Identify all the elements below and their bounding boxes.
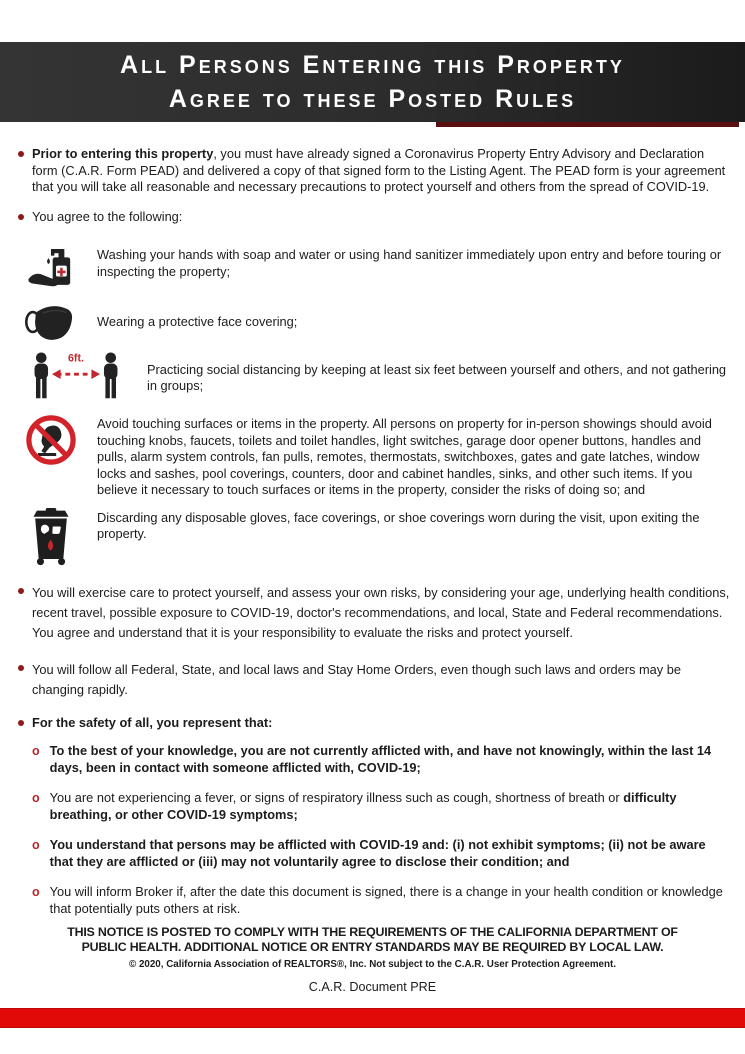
bullet-dot: [18, 720, 24, 726]
safety-item-knowledge: [32, 743, 731, 776]
safety-item-inform-broker: [32, 884, 731, 917]
intro-bullet-text: [32, 146, 731, 196]
hand-sanitizer-icon: [22, 245, 80, 293]
safety-item-text: To the best of your knowledge, you are not currently afflicted with, and have not knowingly, within the last 14 days, been in contact with someone afflicted with, COVID-19;: [49, 743, 712, 775]
bottom-red-bar: [0, 1008, 745, 1028]
no-touching-icon: [22, 414, 80, 466]
safety-item-afflicted-persons: [32, 837, 731, 870]
poster-title-line1: All Persons Entering this Property: [120, 51, 625, 79]
intro-bullet-you-agree: [16, 209, 731, 226]
document-id: C.A.R. Document PRE: [308, 980, 437, 995]
safety-heading-bullet: [16, 715, 731, 732]
rule-text: Discarding any disposable gloves, face coverings, or shoe coverings worn during the visit, upon exiting the property.: [97, 509, 700, 541]
safety-item-text-bold: difficulty breathing, or other COVID-19 symptoms;: [49, 790, 677, 822]
waste-bin-icon: [22, 508, 80, 566]
sub-bullet-marker: o: [32, 791, 40, 805]
safety-item-text: You will inform Broker if, after the date this document is signed, there is a change in your health condition or knowledge that potentially puts others at risk.: [49, 884, 723, 916]
compliance-notice: THIS NOTICE IS POSTED TO COMPLY WITH THE REQUIREMENTS OF THE CALIFORNIA DEPARTMENT OF PUBLIC HEALTH. ADDITIONAL NOTICE OR ENTRY STANDARDS MAY BE REQUIRED BY LOCAL LAW.: [67, 924, 678, 955]
rule-face-covering: [16, 302, 731, 342]
rule-text: Practicing social distancing by keeping at least six feet between yourself and others, and not gathering in groups;: [147, 361, 727, 393]
safety-item-text: You understand that persons may be afflicted with COVID-19 and: (i) not exhibit symptoms; (ii) not be aware that they are afflicted or (iii) may not voluntarily agree to disclose their condition; and: [49, 837, 706, 869]
poster-footer: [0, 925, 745, 1008]
sub-bullet-marker: o: [32, 744, 40, 758]
safety-item-symptoms: [32, 790, 731, 823]
bullet-dot: [18, 588, 24, 594]
bold-lead: Prior to entering this property: [32, 146, 214, 161]
rule-discard-ppe: [16, 508, 731, 566]
six-feet-label: 6ft.: [68, 352, 84, 365]
rule-text: Avoid touching surfaces or items in the property. All persons on property for in-person showings should avoid touching knobs, faucets, toilets and toilet handles, light switches, garage door opener buttons, handles and pulls, alarm system controls, fan pulls, remotes, thermostats, switchboxes, gates and gate latches, window locks and sashes, pool coverings, counters, door and cabinet handles, sinks, and other such items. If you believe it necessary to touch surfaces or items in the property, consider the risks of doing so; and: [97, 416, 712, 497]
safety-item-text-normal: You are not experiencing a fever, or signs of respiratory illness such as cough, shortness of breath or: [49, 790, 624, 805]
poster-title-line2: Agree to these Posted Rules: [168, 85, 577, 113]
rule-avoid-touching: [16, 414, 731, 499]
bullet-dot: [18, 665, 24, 671]
copyright-line: © 2020, California Association of REALTORS®, Inc. Not subject to the C.A.R. User Protection Agreement.: [129, 958, 616, 970]
sub-bullet-marker: o: [32, 838, 40, 852]
bullet-rest: , you must have already signed a Coronavirus Property Entry Advisory and Declaration form (C.A.R. Form PEAD) and delivered a copy of that signed form to the Listing Agent. The PEAD form is your agreement that you will take all reasonable and necessary precautions to protect yourself and others from the spread of COVID-19.: [32, 146, 726, 194]
rule-text: Washing your hands with soap and water or using hand sanitizer immediately upon entry and before touring or inspecting the property;: [97, 247, 722, 279]
poster-body: [0, 127, 745, 917]
safety-heading-text: For the safety of all, you represent that:: [32, 714, 273, 730]
rule-hand-washing: [16, 245, 731, 293]
bullet-dot: [18, 214, 24, 220]
rule-social-distancing: [16, 351, 731, 405]
closing-bullet-text: You will follow all Federal, State, and local laws and Stay Home Orders, even though such laws and orders may be changing rapidly.: [32, 661, 681, 697]
intro-bullet-text: You agree to the following:: [32, 208, 183, 224]
closing-bullet-text: You will exercise care to protect yourself, and assess your own risks, by considering your age, underlying health conditions, recent travel, possible exposure to COVID-19, doctor's recommendations, and local, State and Federal recommendations. You agree and understand that it is your responsibility to evaluate the risks and protect yourself.: [32, 584, 730, 640]
closing-bullet-follow-laws: [16, 660, 731, 700]
icon-rules-list: [16, 245, 731, 566]
rule-text: Wearing a protective face covering;: [97, 313, 298, 329]
sub-bullet-marker: o: [32, 885, 40, 899]
social-distancing-icon: [22, 351, 130, 405]
face-mask-icon: [22, 302, 80, 342]
closing-bullet-exercise-care: [16, 583, 731, 643]
safety-item-text: [50, 790, 731, 823]
header-banner: [0, 42, 745, 122]
intro-bullet-prior-to-entering: [16, 146, 731, 196]
bullet-dot: [18, 151, 24, 157]
